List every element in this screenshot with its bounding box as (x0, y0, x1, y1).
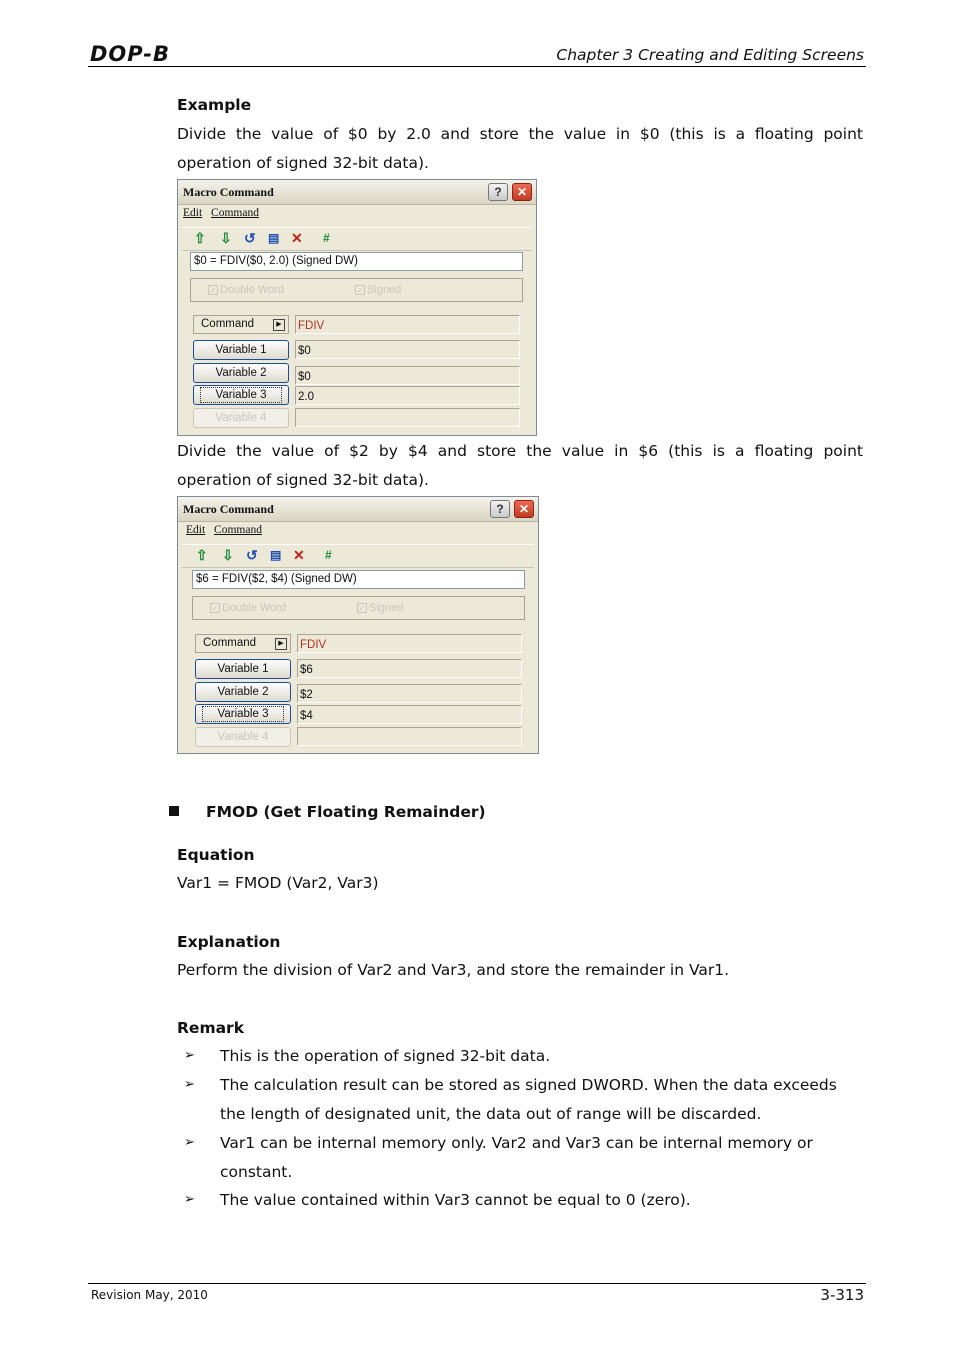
macro-command-dialog-2 (177, 496, 539, 754)
dialog-title: Macro Command (183, 185, 274, 199)
variable-4-field (297, 727, 522, 746)
bullet-arrow-icon: ➢ (184, 1077, 195, 1092)
arrow-down-icon[interactable]: ⇩ (222, 547, 234, 563)
logo: DOP-B (90, 42, 171, 66)
command-selector[interactable]: Command ▶ (193, 315, 289, 334)
remark-item: Var1 can be internal memory only. Var2 and Var3 can be internal memory or (220, 1134, 813, 1152)
example-heading: Example (177, 96, 252, 114)
remark-item-continued: the length of designated unit, the data out of range will be discarded. (220, 1105, 762, 1123)
save-icon[interactable]: ▤ (270, 548, 282, 562)
variable-4-field (295, 408, 520, 427)
remark-item: The value contained within Var3 cannot be equal to 0 (zero). (220, 1191, 691, 1209)
variable-3-field[interactable]: 2.0 (295, 386, 520, 405)
variable-3-field[interactable]: $4 (297, 705, 522, 724)
menu-bar (186, 524, 268, 536)
expression-field[interactable]: $0 = FDIV($0, 2.0) (Signed DW) (190, 252, 523, 271)
dropdown-arrow-icon: ▶ (273, 319, 285, 331)
option-group (190, 278, 523, 302)
equation-text: Var1 = FMOD (Var2, Var3) (177, 874, 379, 892)
variable-4-button: Variable 4 (195, 727, 291, 747)
toolbar (182, 544, 534, 568)
menu-command[interactable]: Command (211, 207, 259, 219)
remark-item: The calculation result can be stored as signed DWORD. When the data exceeds (220, 1076, 837, 1094)
hash-icon[interactable]: # (323, 231, 330, 245)
variable-2-field[interactable]: $2 (297, 684, 522, 703)
macro-command-dialog-1 (177, 179, 537, 436)
arrow-up-icon[interactable]: ⇧ (196, 547, 208, 563)
fmod-heading: FMOD (Get Floating Remainder) (206, 803, 486, 821)
variable-2-button[interactable]: Variable 2 (195, 682, 291, 702)
dialog-titlebar (178, 180, 536, 205)
delete-icon[interactable]: ✕ (293, 547, 305, 563)
save-icon[interactable]: ▤ (268, 231, 280, 245)
hash-icon[interactable]: # (325, 548, 332, 562)
explanation-text: Perform the division of Var2 and Var3, and store the remainder in Var1. (177, 961, 730, 979)
example-intro-1b: operation of signed 32-bit data). (177, 154, 429, 172)
example-intro-2b: operation of signed 32-bit data). (177, 471, 429, 489)
command-field[interactable]: FDIV (295, 315, 520, 334)
chapter-title: Chapter 3 Creating and Editing Screens (556, 46, 864, 64)
expression-field[interactable]: $6 = FDIV($2, $4) (Signed DW) (192, 570, 525, 589)
arrow-up-icon[interactable]: ⇧ (194, 230, 206, 246)
section-bullet-icon (169, 806, 179, 816)
revision-text: Revision May, 2010 (91, 1288, 208, 1302)
explanation-heading: Explanation (177, 933, 281, 951)
remark-item: This is the operation of signed 32-bit data. (220, 1047, 551, 1065)
variable-1-field[interactable]: $6 (297, 659, 522, 678)
help-button[interactable]: ? (490, 500, 510, 518)
bullet-arrow-icon: ➢ (184, 1048, 195, 1063)
command-field[interactable]: FDIV (297, 634, 522, 653)
header-rule (88, 66, 866, 67)
signed-checkbox[interactable]: ✓ Signed (356, 284, 402, 296)
footer-rule (88, 1283, 866, 1284)
menu-edit[interactable]: Edit (183, 207, 203, 219)
arrow-down-icon[interactable]: ⇩ (220, 230, 232, 246)
remark-item-continued: constant. (220, 1163, 293, 1181)
bullet-arrow-icon: ➢ (184, 1135, 195, 1150)
equation-heading: Equation (177, 846, 255, 864)
close-button[interactable]: ✕ (512, 183, 532, 201)
variable-2-field[interactable]: $0 (295, 366, 520, 385)
variable-1-button[interactable]: Variable 1 (193, 340, 289, 360)
dropdown-arrow-icon: ▶ (275, 638, 287, 650)
double-word-checkbox[interactable]: ✓ Double Word (211, 602, 286, 614)
variable-2-button[interactable]: Variable 2 (193, 363, 289, 383)
bullet-arrow-icon: ➢ (184, 1192, 195, 1207)
menu-edit[interactable]: Edit (186, 524, 206, 536)
double-word-checkbox[interactable]: ✓ Double Word (209, 284, 284, 296)
variable-1-button[interactable]: Variable 1 (195, 659, 291, 679)
option-group (192, 596, 525, 620)
signed-checkbox[interactable]: ✓ Signed (358, 602, 404, 614)
variable-1-field[interactable]: $0 (295, 340, 520, 359)
help-button[interactable]: ? (488, 183, 508, 201)
close-button[interactable]: ✕ (514, 500, 534, 518)
menu-bar (183, 207, 265, 219)
dialog-titlebar (178, 497, 538, 522)
variable-4-button: Variable 4 (193, 408, 289, 428)
example-intro-1: Divide the value of $0 by 2.0 and store the value in $0 (this is a floating point (177, 125, 863, 143)
remark-heading: Remark (177, 1019, 245, 1037)
example-intro-2: Divide the value of $2 by $4 and store the value in $6 (this is a floating point (177, 442, 863, 460)
refresh-icon[interactable]: ↺ (246, 547, 258, 563)
delete-icon[interactable]: ✕ (291, 230, 303, 246)
menu-command[interactable]: Command (214, 524, 262, 536)
variable-3-button[interactable]: Variable 3 (193, 385, 289, 405)
toolbar (182, 227, 532, 251)
page-number: 3-313 (820, 1286, 864, 1304)
dialog-title: Macro Command (183, 502, 274, 516)
variable-3-button[interactable]: Variable 3 (195, 704, 291, 724)
refresh-icon[interactable]: ↺ (244, 230, 256, 246)
command-selector[interactable]: Command ▶ (195, 634, 291, 653)
